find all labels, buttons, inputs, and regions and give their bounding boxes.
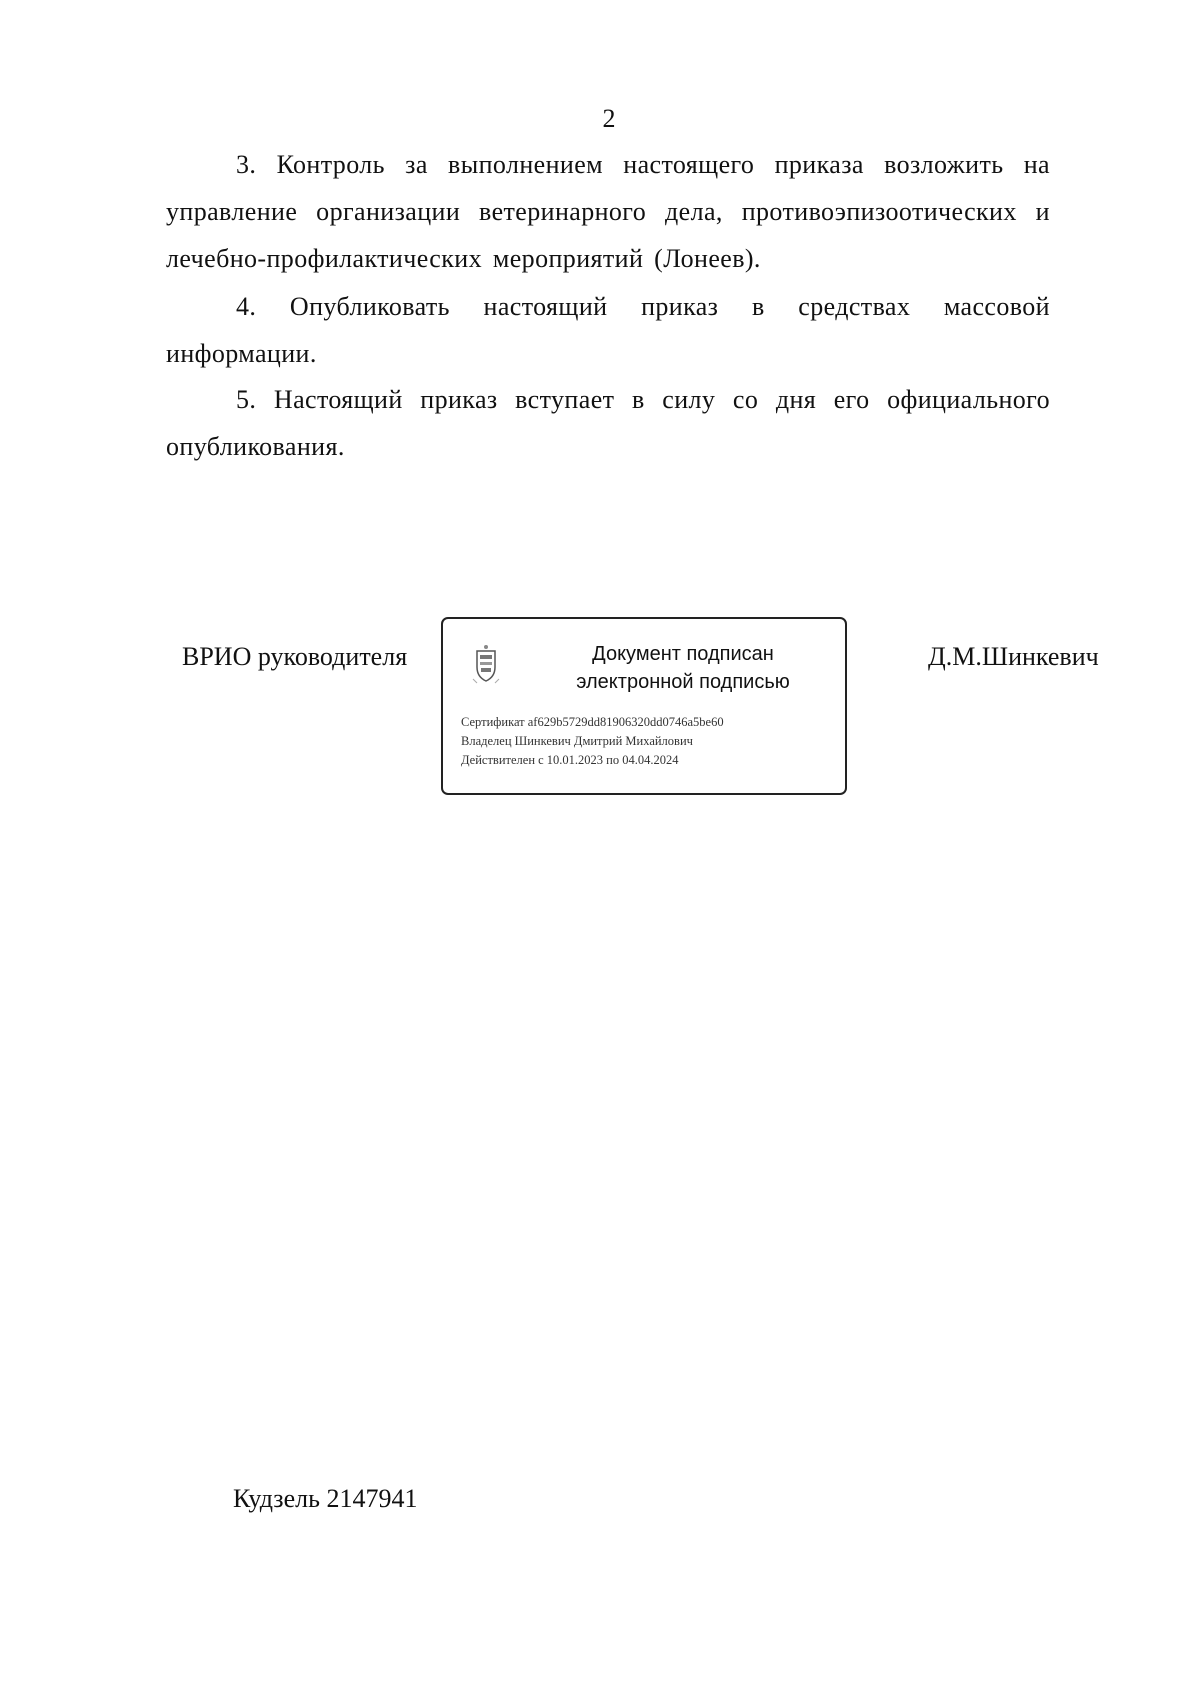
signatory-title: ВРИО руководителя <box>182 642 408 671</box>
paragraph-3: 3. Контроль за выполнением настоящего приказа возложить на управление организации ветеринарного дела, противоэпизоотических и лечебно-профилактических мероприятий (Лонеев). <box>166 150 1050 273</box>
coat-of-arms-icon <box>469 643 503 687</box>
paragraph-4: 4. Опубликовать настоящий приказ в средствах массовой информации. <box>166 292 1050 368</box>
stamp-certificate: Сертификат af629b5729dd81906320dd0746a5be60 <box>461 715 724 729</box>
performer-info: Кудзель 2147941 <box>233 1484 418 1513</box>
stamp-heading-line1: Документ подписан <box>592 643 774 665</box>
signatory-name: Д.М.Шинкевич <box>928 642 1099 671</box>
page-number: 2 <box>602 104 616 133</box>
stamp-details <box>461 713 724 770</box>
paragraph-5: 5. Настоящий приказ вступает в силу со дня его официального опубликования. <box>166 385 1050 461</box>
stamp-heading-line2: электронной подписью <box>576 671 790 693</box>
stamp-validity: Действителен с 10.01.2023 по 04.04.2024 <box>461 753 679 767</box>
electronic-signature-stamp <box>441 617 847 795</box>
stamp-owner: Владелец Шинкевич Дмитрий Михайлович <box>461 734 693 748</box>
